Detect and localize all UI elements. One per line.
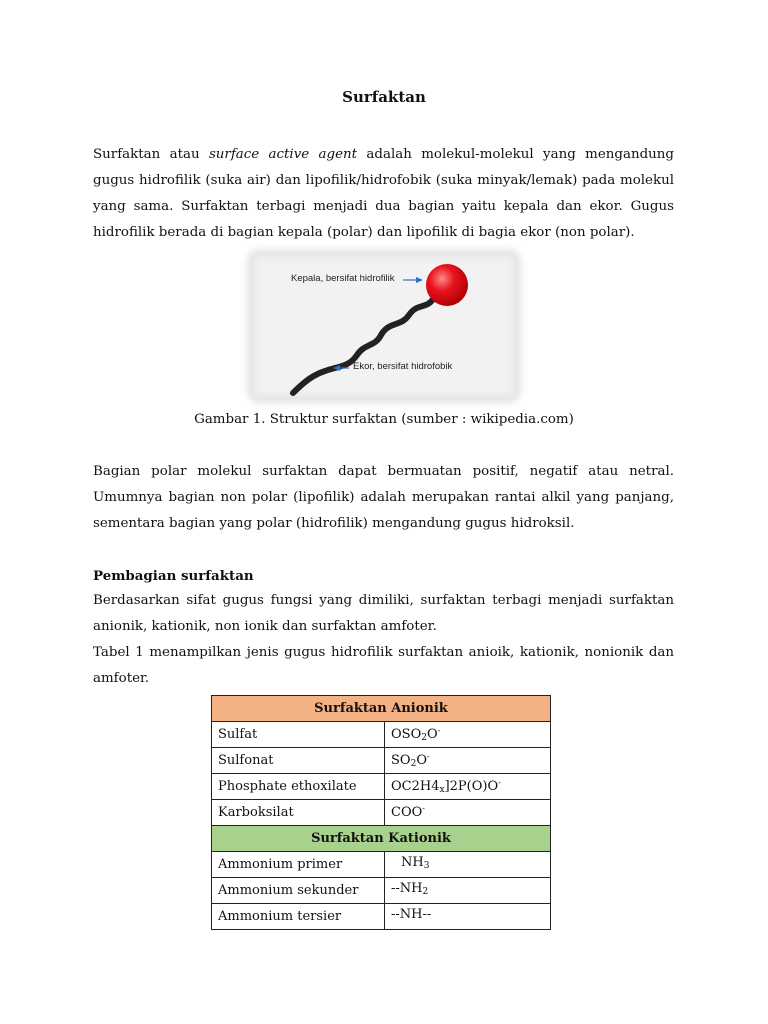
head-label: Kepala, bersifat hidrofilik (291, 273, 395, 284)
group-formula: COO- (385, 800, 551, 826)
hydrophobic-tail (293, 285, 455, 393)
intro-text-start: Surfaktan atau (93, 147, 209, 162)
surfactant-figure (253, 255, 515, 397)
group-name: Sulfat (212, 722, 385, 748)
figure-caption: Gambar 1. Struktur surfaktan (sumber : wikipedia.com) (194, 412, 574, 427)
anionik-header-row (212, 696, 551, 722)
anionik-header: Surfaktan Anionik (212, 696, 551, 722)
group-name: Ammonium primer (212, 852, 385, 878)
group-formula: $NH_3$ (385, 852, 551, 878)
kationik-header: Surfaktan Kationik (212, 826, 551, 852)
group-formula: $OSO_2O^-$ (385, 722, 551, 748)
surfactant-table (211, 695, 551, 930)
group-name: Karboksilat (212, 800, 385, 826)
table-row (212, 852, 551, 878)
section-heading: Pembagian surfaktan (93, 568, 254, 584)
table-intro-paragraph: Tabel 1 menampilkan jenis gugus hidrofilik surfaktan anioik, kationik, nonionik dan amfoter. (93, 645, 674, 686)
intro-text-end: adalah molekul-molekul yang mengandung gugus hidrofilik (suka air) dan lipofilik/hidrofobik (suka minyak/lemak) pada molekul yang sama. Surfaktan terbagi menjadi dua bagian yaitu kepala dan ekor. Gugus hidrofilik berada di bagian kepala (polar) dan lipofilik di bagia ekor (non polar). (93, 147, 674, 240)
page-title: Surfaktan (342, 88, 426, 106)
table-row (212, 774, 551, 800)
head-arrow-tip (416, 277, 423, 283)
group-formula: $OC2H4_x]2P(O)O^-$ (385, 774, 551, 800)
table-row (212, 904, 551, 930)
group-formula: $--NH_2$ (385, 878, 551, 904)
classification-paragraph: Berdasarkan sifat gugus fungsi yang dimiliki, surfaktan terbagi menjadi surfaktan anionik, kationik, non ionik dan surfaktan amfoter. (93, 593, 674, 634)
intro-paragraph (93, 142, 674, 246)
group-formula: $SO_2O^-$ (385, 748, 551, 774)
group-name: Sulfonat (212, 748, 385, 774)
intro-italic-term: surface active agent (208, 147, 358, 162)
group-name: Ammonium tersier (212, 904, 385, 930)
hydrophilic-head (426, 264, 468, 306)
group-name: Phosphate ethoxilate (212, 774, 385, 800)
tail-label: Ekor, bersifat hidrofobik (353, 361, 453, 372)
kationik-header-row (212, 826, 551, 852)
table-row (212, 878, 551, 904)
table-row (212, 722, 551, 748)
table-row (212, 800, 551, 826)
group-formula: --NH-- (385, 904, 551, 930)
table-row (212, 748, 551, 774)
group-name: Ammonium sekunder (212, 878, 385, 904)
polar-paragraph: Bagian polar molekul surfaktan dapat bermuatan positif, negatif atau netral. Umumnya bagian non polar (lipofilik) adalah merupakan rantai alkil yang panjang, sementara bagian yang polar (hidrofilik) mengandung gugus hidroksil. (93, 464, 674, 531)
